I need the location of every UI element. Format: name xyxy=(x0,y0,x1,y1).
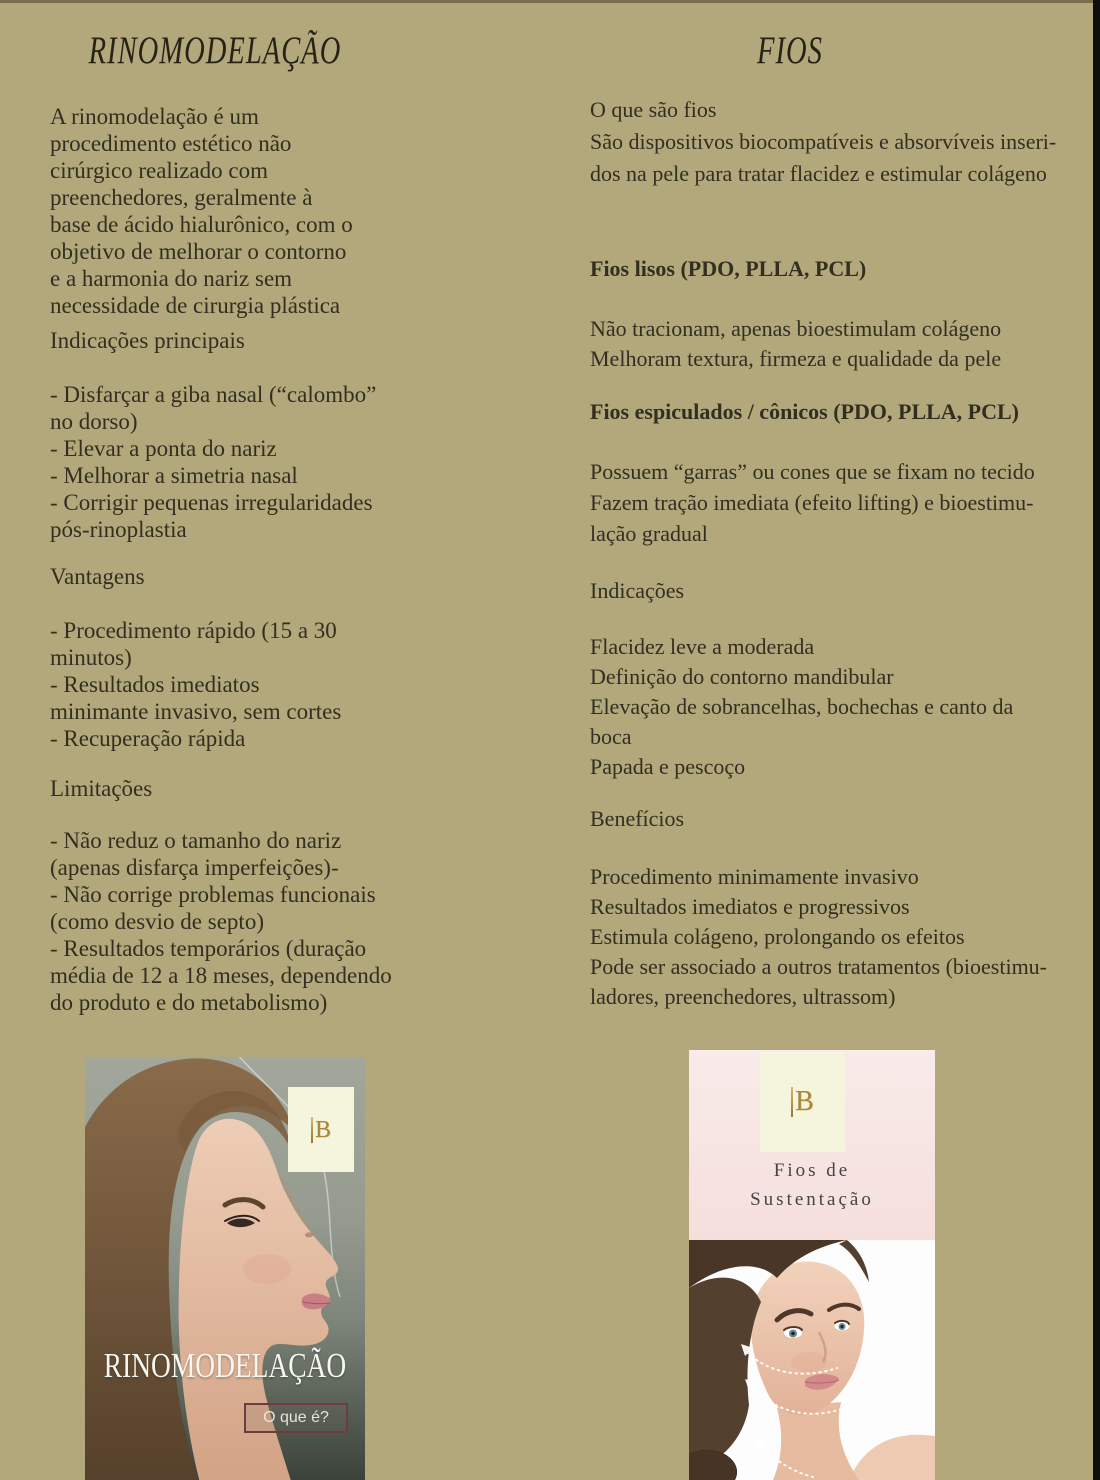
text-line: - Resultados temporários (duração xyxy=(50,936,367,961)
text-line: Resultados imediatos e progressivos xyxy=(590,894,910,919)
text-line: - Não corrige problemas funcionais xyxy=(50,882,376,907)
text-line: minutos) xyxy=(50,645,132,670)
text-line: (como desvio de septo) xyxy=(50,909,264,934)
right-heading-indicacoes: Indicações xyxy=(590,578,685,603)
brand-logo-stem-icon xyxy=(791,1087,793,1117)
text-line: pós-rinoplastia xyxy=(50,517,187,542)
brand-logo-box xyxy=(760,1052,845,1152)
right-intro-paragraph xyxy=(590,94,1056,190)
brand-logo-box xyxy=(288,1087,354,1172)
text-line: Pode ser associado a outros tratamentos (bioestimu- xyxy=(590,954,1048,979)
o-que-e-button-label: O que é? xyxy=(263,1409,329,1426)
right-column-title: FIOS xyxy=(757,30,823,73)
text-line: média de 12 a 18 meses, dependendo xyxy=(50,963,392,988)
text-line: objetivo de melhorar o contorno xyxy=(50,239,347,264)
text-line: preenchedores, geralmente à xyxy=(50,185,313,210)
brand-logo-stem-icon xyxy=(311,1117,313,1143)
text-line: Definição do contorno mandibular xyxy=(590,664,894,689)
left-list-limitacoes xyxy=(50,827,392,1016)
text-line: cirúrgico realizado com xyxy=(50,158,268,183)
text-line: - Melhorar a simetria nasal xyxy=(50,463,298,488)
text-line: Melhoram textura, firmeza e qualidade da pele xyxy=(590,346,1002,371)
text-line: ladores, preenchedores, ultrassom) xyxy=(590,984,896,1009)
right-list-fios-lisos xyxy=(590,314,1001,374)
text-line: - Resultados imediatos xyxy=(50,672,260,697)
text-line: O que são fios xyxy=(590,97,717,122)
right-heading-fios-espiculados: Fios espiculados / cônicos (PDO, PLLA, PCL) xyxy=(590,399,1020,424)
left-column-title: RINOMODELAÇÃO xyxy=(88,30,342,73)
rinomodelacao-cover-card xyxy=(85,1057,365,1480)
text-line: Estimula colágeno, prolongando os efeitos xyxy=(590,924,965,949)
text-line: Elevação de sobrancelhas, bochechas e canto da xyxy=(590,694,1014,719)
text-line: no dorso) xyxy=(50,409,138,434)
card-caption: RINOMODELAÇÃO xyxy=(103,1347,347,1386)
card-title-line2: Sustentação xyxy=(750,1189,874,1210)
text-line: - Disfarçar a giba nasal (“calombo” xyxy=(50,382,377,407)
text-line: Possuem “garras” ou cones que se fixam no tecido xyxy=(590,459,1035,484)
right-list-fios-espiculados xyxy=(590,456,1035,549)
left-list-vantagens xyxy=(50,617,341,752)
card-title-line1: Fios de xyxy=(773,1160,851,1181)
text-line: Papada e pescoço xyxy=(590,754,746,779)
text-line: Não tracionam, apenas bioestimulam colágeno xyxy=(590,316,1002,341)
brand-logo-b-icon: B xyxy=(314,1116,331,1143)
left-heading-indicacoes: Indicações principais xyxy=(50,328,245,353)
text-line: necessidade de cirurgia plástica xyxy=(50,293,341,318)
text-line: A rinomodelação é um xyxy=(50,104,259,129)
text-line: Flacidez leve a moderada xyxy=(590,634,815,659)
brand-logo-b-icon: B xyxy=(795,1086,814,1117)
left-list-indicacoes xyxy=(50,381,376,543)
o-que-e-button[interactable] xyxy=(244,1403,348,1433)
text-line: - Recuperação rápida xyxy=(50,726,246,751)
text-line: - Não reduz o tamanho do nariz xyxy=(50,828,342,853)
text-line: e a harmonia do nariz sem xyxy=(50,266,293,291)
fios-sustentacao-cover-card xyxy=(689,1050,935,1480)
text-line: (apenas disfarça imperfeições)- xyxy=(50,855,339,880)
text-line: - Procedimento rápido (15 a 30 xyxy=(50,618,337,643)
left-heading-limitacoes: Limitações xyxy=(50,776,153,801)
text-line: lação gradual xyxy=(590,521,708,546)
text-line: - Corrigir pequenas irregularidades xyxy=(50,490,373,515)
text-line: boca xyxy=(590,724,632,749)
woman-face-lifting-arrows-photo-illustration xyxy=(689,1240,935,1480)
text-line: dos na pele para tratar flacidez e estimular colágeno xyxy=(590,161,1047,186)
text-line: - Elevar a ponta do nariz xyxy=(50,436,277,461)
text-line: Fazem tração imediata (efeito lifting) e bioestimu- xyxy=(590,490,1034,515)
right-heading-fios-lisos: Fios lisos (PDO, PLLA, PCL) xyxy=(590,256,867,281)
right-list-beneficios xyxy=(590,862,1047,1012)
left-intro-paragraph xyxy=(50,103,353,319)
text-line: São dispositivos biocompatíveis e absorvíveis inseri- xyxy=(590,129,1057,154)
top-edge-shadow xyxy=(0,0,1100,3)
text-line: procedimento estético não xyxy=(50,131,292,156)
text-line: base de ácido hialurônico, com o xyxy=(50,212,353,237)
right-edge-bar xyxy=(1093,0,1100,1480)
text-line: do produto e do metabolismo) xyxy=(50,990,328,1015)
right-list-indicacoes xyxy=(590,632,1013,782)
text-line: minimante invasivo, sem cortes xyxy=(50,699,342,724)
text-line: Procedimento minimamente invasivo xyxy=(590,864,919,889)
left-heading-vantagens: Vantagens xyxy=(50,564,145,589)
right-heading-beneficios: Benefícios xyxy=(590,806,685,831)
